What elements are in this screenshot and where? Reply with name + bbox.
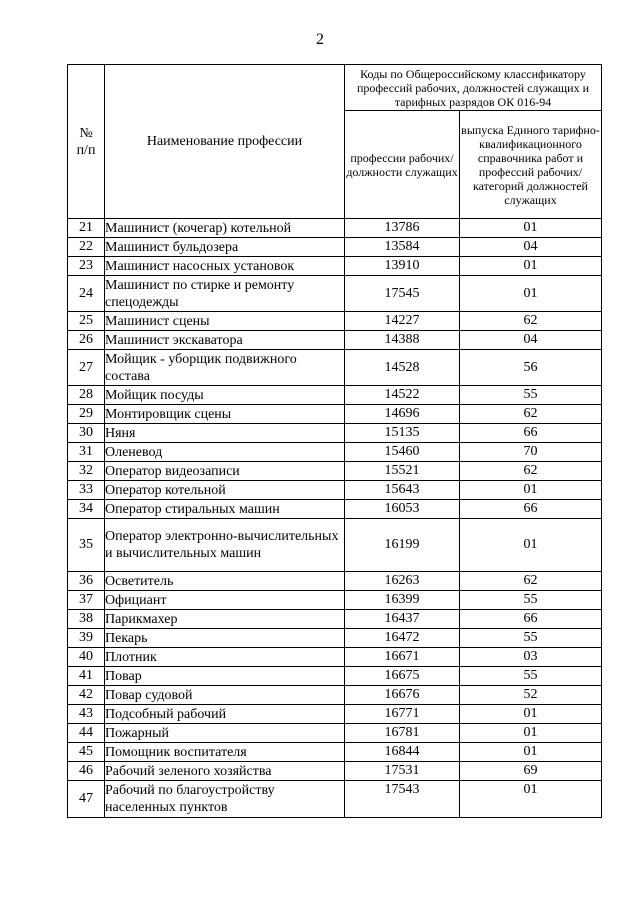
release-category: 01 (460, 519, 602, 572)
table-row (68, 667, 602, 686)
release-category: 01 (460, 705, 602, 724)
row-number: 25 (68, 312, 105, 331)
release-category: 03 (460, 648, 602, 667)
release-category: 01 (460, 781, 602, 818)
table-row (68, 424, 602, 443)
profession-name: Помощник воспитателя (105, 743, 345, 762)
table-row (68, 219, 602, 238)
profession-name: Рабочий зеленого хозяйства (105, 762, 345, 781)
row-number: 34 (68, 500, 105, 519)
table-row (68, 462, 602, 481)
profession-name: Машинист (кочегар) котельной (105, 219, 345, 238)
table-row (68, 591, 602, 610)
profession-codes-table (67, 64, 602, 818)
profession-code: 16671 (345, 648, 460, 667)
profession-name: Осветитель (105, 572, 345, 591)
profession-name: Мойщик посуды (105, 386, 345, 405)
table-row (68, 257, 602, 276)
profession-code: 16053 (345, 500, 460, 519)
profession-code: 16399 (345, 591, 460, 610)
release-category: 04 (460, 238, 602, 257)
table-row (68, 276, 602, 312)
row-number: 33 (68, 481, 105, 500)
table-row (68, 781, 602, 818)
release-category: 66 (460, 424, 602, 443)
profession-code: 13786 (345, 219, 460, 238)
profession-name: Оленевод (105, 443, 345, 462)
table-row (68, 762, 602, 781)
release-category: 56 (460, 350, 602, 386)
profession-name: Оператор стиральных машин (105, 500, 345, 519)
profession-code: 16771 (345, 705, 460, 724)
table-row (68, 743, 602, 762)
profession-name: Машинист насосных установок (105, 257, 345, 276)
table-row (68, 481, 602, 500)
table-row (68, 350, 602, 386)
profession-code: 16676 (345, 686, 460, 705)
header-profession-code: профессии рабочих/ должности служащих (345, 111, 460, 219)
header-release-category: выпуска Единого тарифно-квалификационного справочника работ и профессий рабочих/категорий должностей служащих (460, 111, 602, 219)
table-row (68, 386, 602, 405)
profession-name: Подсобный рабочий (105, 705, 345, 724)
release-category: 55 (460, 386, 602, 405)
table-row (68, 572, 602, 591)
profession-name: Пожарный (105, 724, 345, 743)
row-number: 22 (68, 238, 105, 257)
profession-code: 14696 (345, 405, 460, 424)
profession-name: Монтировщик сцены (105, 405, 345, 424)
row-number: 24 (68, 276, 105, 312)
release-category: 66 (460, 610, 602, 629)
table-row (68, 705, 602, 724)
header-profession-name: Наименование профессии (105, 65, 345, 219)
release-category: 62 (460, 405, 602, 424)
profession-name: Мойщик - уборщик подвижного состава (105, 350, 345, 386)
row-number: 44 (68, 724, 105, 743)
profession-name: Машинист сцены (105, 312, 345, 331)
row-number: 39 (68, 629, 105, 648)
release-category: 55 (460, 667, 602, 686)
profession-code: 14388 (345, 331, 460, 350)
profession-name: Оператор видеозаписи (105, 462, 345, 481)
profession-code: 16844 (345, 743, 460, 762)
release-category: 01 (460, 257, 602, 276)
row-number: 29 (68, 405, 105, 424)
profession-code: 16263 (345, 572, 460, 591)
release-category: 52 (460, 686, 602, 705)
profession-code: 14227 (345, 312, 460, 331)
release-category: 70 (460, 443, 602, 462)
row-number: 32 (68, 462, 105, 481)
profession-code: 16781 (345, 724, 460, 743)
row-number: 41 (68, 667, 105, 686)
profession-code: 16437 (345, 610, 460, 629)
profession-name: Оператор котельной (105, 481, 345, 500)
release-category: 62 (460, 462, 602, 481)
table-row (68, 610, 602, 629)
profession-name: Повар (105, 667, 345, 686)
row-number: 42 (68, 686, 105, 705)
release-category: 55 (460, 629, 602, 648)
profession-name: Официант (105, 591, 345, 610)
row-number: 26 (68, 331, 105, 350)
row-number: 27 (68, 350, 105, 386)
table-row (68, 648, 602, 667)
release-category: 04 (460, 331, 602, 350)
profession-name: Пекарь (105, 629, 345, 648)
row-number: 23 (68, 257, 105, 276)
table-row (68, 312, 602, 331)
row-number: 30 (68, 424, 105, 443)
page-number: 2 (316, 31, 324, 48)
table-row (68, 238, 602, 257)
profession-code: 16472 (345, 629, 460, 648)
row-number: 45 (68, 743, 105, 762)
row-number: 40 (68, 648, 105, 667)
row-number: 31 (68, 443, 105, 462)
profession-code: 17545 (345, 276, 460, 312)
header-number (68, 65, 105, 219)
table-row (68, 405, 602, 424)
row-number: 43 (68, 705, 105, 724)
row-number: 46 (68, 762, 105, 781)
profession-code: 16675 (345, 667, 460, 686)
release-category: 62 (460, 572, 602, 591)
release-category: 01 (460, 743, 602, 762)
profession-code: 13910 (345, 257, 460, 276)
profession-code: 14528 (345, 350, 460, 386)
profession-code: 17543 (345, 781, 460, 818)
profession-code: 13584 (345, 238, 460, 257)
profession-name: Машинист бульдозера (105, 238, 345, 257)
table-row (68, 500, 602, 519)
row-number: 37 (68, 591, 105, 610)
profession-code: 17531 (345, 762, 460, 781)
profession-code: 15135 (345, 424, 460, 443)
header-number-label: № п/п (76, 125, 96, 158)
profession-code: 14522 (345, 386, 460, 405)
table-row (68, 686, 602, 705)
profession-code: 15643 (345, 481, 460, 500)
row-number: 38 (68, 610, 105, 629)
profession-name: Плотник (105, 648, 345, 667)
profession-code: 16199 (345, 519, 460, 572)
profession-name: Повар судовой (105, 686, 345, 705)
row-number: 21 (68, 219, 105, 238)
header-codes-group: Коды по Общероссийскому классификатору профессий рабочих, должностей служащих и тарифных разрядов ОК 016-94 (345, 65, 602, 111)
release-category: 01 (460, 219, 602, 238)
row-number: 28 (68, 386, 105, 405)
table-row (68, 519, 602, 572)
row-number: 36 (68, 572, 105, 591)
profession-name: Рабочий по благоустройству населенных пунктов (105, 781, 345, 818)
row-number: 35 (68, 519, 105, 572)
profession-name: Оператор электронно-вычислительных и вычислительных машин (105, 519, 345, 572)
release-category: 62 (460, 312, 602, 331)
release-category: 69 (460, 762, 602, 781)
release-category: 01 (460, 276, 602, 312)
profession-name: Машинист по стирке и ремонту спецодежды (105, 276, 345, 312)
profession-name: Няня (105, 424, 345, 443)
table-row (68, 629, 602, 648)
release-category: 01 (460, 481, 602, 500)
table-row (68, 443, 602, 462)
release-category: 55 (460, 591, 602, 610)
table-row (68, 724, 602, 743)
profession-name: Парикмахер (105, 610, 345, 629)
release-category: 01 (460, 724, 602, 743)
profession-code: 15460 (345, 443, 460, 462)
profession-name: Машинист экскаватора (105, 331, 345, 350)
row-number: 47 (68, 781, 105, 818)
table-row (68, 331, 602, 350)
release-category: 66 (460, 500, 602, 519)
profession-code: 15521 (345, 462, 460, 481)
